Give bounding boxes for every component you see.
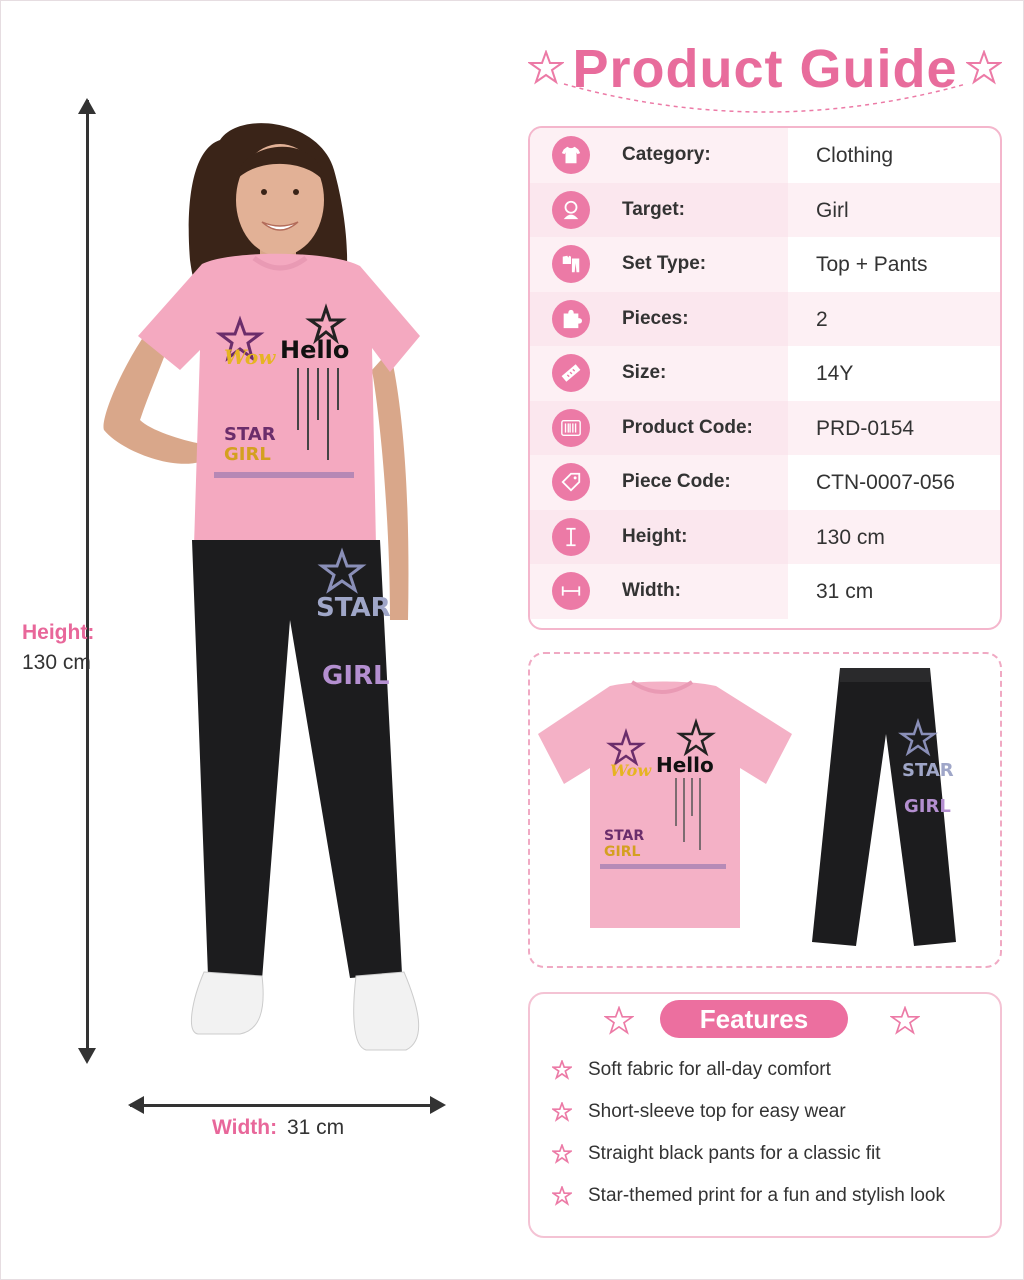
- spec-row-target: [530, 183, 1000, 238]
- model-photo: [90, 100, 430, 1060]
- star-bullet-icon: [552, 1144, 572, 1164]
- shirt-print-star: STAR: [224, 424, 276, 445]
- spec-label: Width:: [622, 580, 681, 601]
- girl-icon: [552, 191, 590, 229]
- ruler-icon: [552, 354, 590, 392]
- star-icon: [890, 1006, 920, 1036]
- shirt-print-wow: Wow: [224, 345, 276, 369]
- tshirt-icon: [552, 136, 590, 174]
- spec-label: Size:: [622, 362, 667, 383]
- star-bullet-icon: [552, 1102, 572, 1122]
- outfit-set-icon: [552, 245, 590, 283]
- spec-row-set-type: [530, 237, 1000, 292]
- feature-text: Star-themed print for a fun and stylish look: [588, 1185, 945, 1206]
- spec-value: PRD-0154: [816, 416, 915, 440]
- spec-label: Pieces:: [622, 307, 689, 329]
- width-annotation-value: 31 cm: [286, 1116, 345, 1139]
- spec-row-height: [530, 510, 1000, 565]
- title-banner: [520, 20, 1010, 120]
- flat-lay-product-panel: [528, 652, 1002, 968]
- flat-shirt-print-star: STAR: [604, 828, 645, 844]
- star-bullet-icon: [552, 1186, 572, 1206]
- width-dimension-line: [130, 1104, 442, 1107]
- feature-text: Soft fabric for all-day comfort: [588, 1059, 831, 1080]
- spec-row-piece-code: [530, 455, 1000, 510]
- spec-value: 14Y: [816, 362, 854, 385]
- height-annotation-value: 130 cm: [22, 651, 91, 674]
- features-list: [552, 1052, 992, 1220]
- spec-label: Product Code:: [622, 416, 753, 438]
- feature-text: Short-sleeve top for easy wear: [588, 1101, 846, 1122]
- star-icon: [966, 50, 1002, 86]
- flat-pants-print-girl: GIRL: [904, 796, 951, 817]
- spec-label: Target:: [622, 198, 685, 220]
- page-title: Product Guide: [572, 39, 958, 99]
- spec-label: Set Type:: [622, 253, 707, 274]
- spec-value: 2: [816, 307, 828, 331]
- feature-text: Straight black pants for a classic fit: [588, 1143, 881, 1164]
- spec-row-category: [530, 128, 1000, 183]
- feature-item: [552, 1094, 992, 1136]
- width-annotation: [212, 1116, 344, 1140]
- spec-value: 31 cm: [816, 580, 874, 603]
- tag-icon: [552, 463, 590, 501]
- spec-table: [528, 126, 1002, 630]
- spec-value: Clothing: [816, 144, 894, 167]
- feature-item: [552, 1136, 992, 1178]
- flat-pants-print-star: STAR: [902, 760, 954, 781]
- barcode-icon: [552, 409, 590, 447]
- svg-text:GIRL: GIRL: [322, 661, 390, 691]
- puzzle-icon: [552, 300, 590, 338]
- shirt-print-girl: GIRL: [224, 444, 271, 465]
- feature-item: [552, 1178, 992, 1220]
- star-icon: [604, 1006, 634, 1036]
- spec-value: CTN-0007-056: [816, 471, 955, 494]
- spec-row-product-code: [530, 401, 1000, 456]
- svg-text:STAR: STAR: [316, 593, 391, 623]
- features-panel: [528, 992, 1002, 1238]
- title-underline-decoration: [560, 80, 970, 120]
- spec-label: Category:: [622, 144, 711, 165]
- flat-shirt-print-wow: Wow: [610, 761, 652, 780]
- spec-value: Girl: [816, 198, 849, 222]
- flat-lay-pants: [806, 664, 976, 954]
- features-heading: Features: [660, 1000, 848, 1038]
- feature-item: [552, 1052, 992, 1094]
- spec-value: 130 cm: [816, 525, 885, 549]
- spec-value: Top + Pants: [816, 253, 928, 276]
- width-icon: [552, 572, 590, 610]
- height-icon: [552, 518, 590, 556]
- flat-shirt-print-girl: GIRL: [604, 844, 641, 860]
- arrow-right-icon: [430, 1096, 446, 1114]
- width-annotation-label: Width:: [212, 1116, 278, 1139]
- spec-row-width: [530, 564, 1000, 619]
- spec-row-size: [530, 346, 1000, 401]
- spec-label: Height:: [622, 525, 688, 547]
- height-annotation-label: Height:: [22, 621, 95, 644]
- flat-lay-tshirt: [534, 666, 794, 936]
- spec-label: Piece Code:: [622, 471, 731, 492]
- height-dimension-line: [86, 100, 89, 1060]
- spec-row-pieces: [530, 292, 1000, 347]
- star-bullet-icon: [552, 1060, 572, 1080]
- shirt-print-hello: Hello: [280, 336, 350, 364]
- flat-shirt-print-hello: Hello: [656, 753, 714, 777]
- arrow-left-icon: [128, 1096, 144, 1114]
